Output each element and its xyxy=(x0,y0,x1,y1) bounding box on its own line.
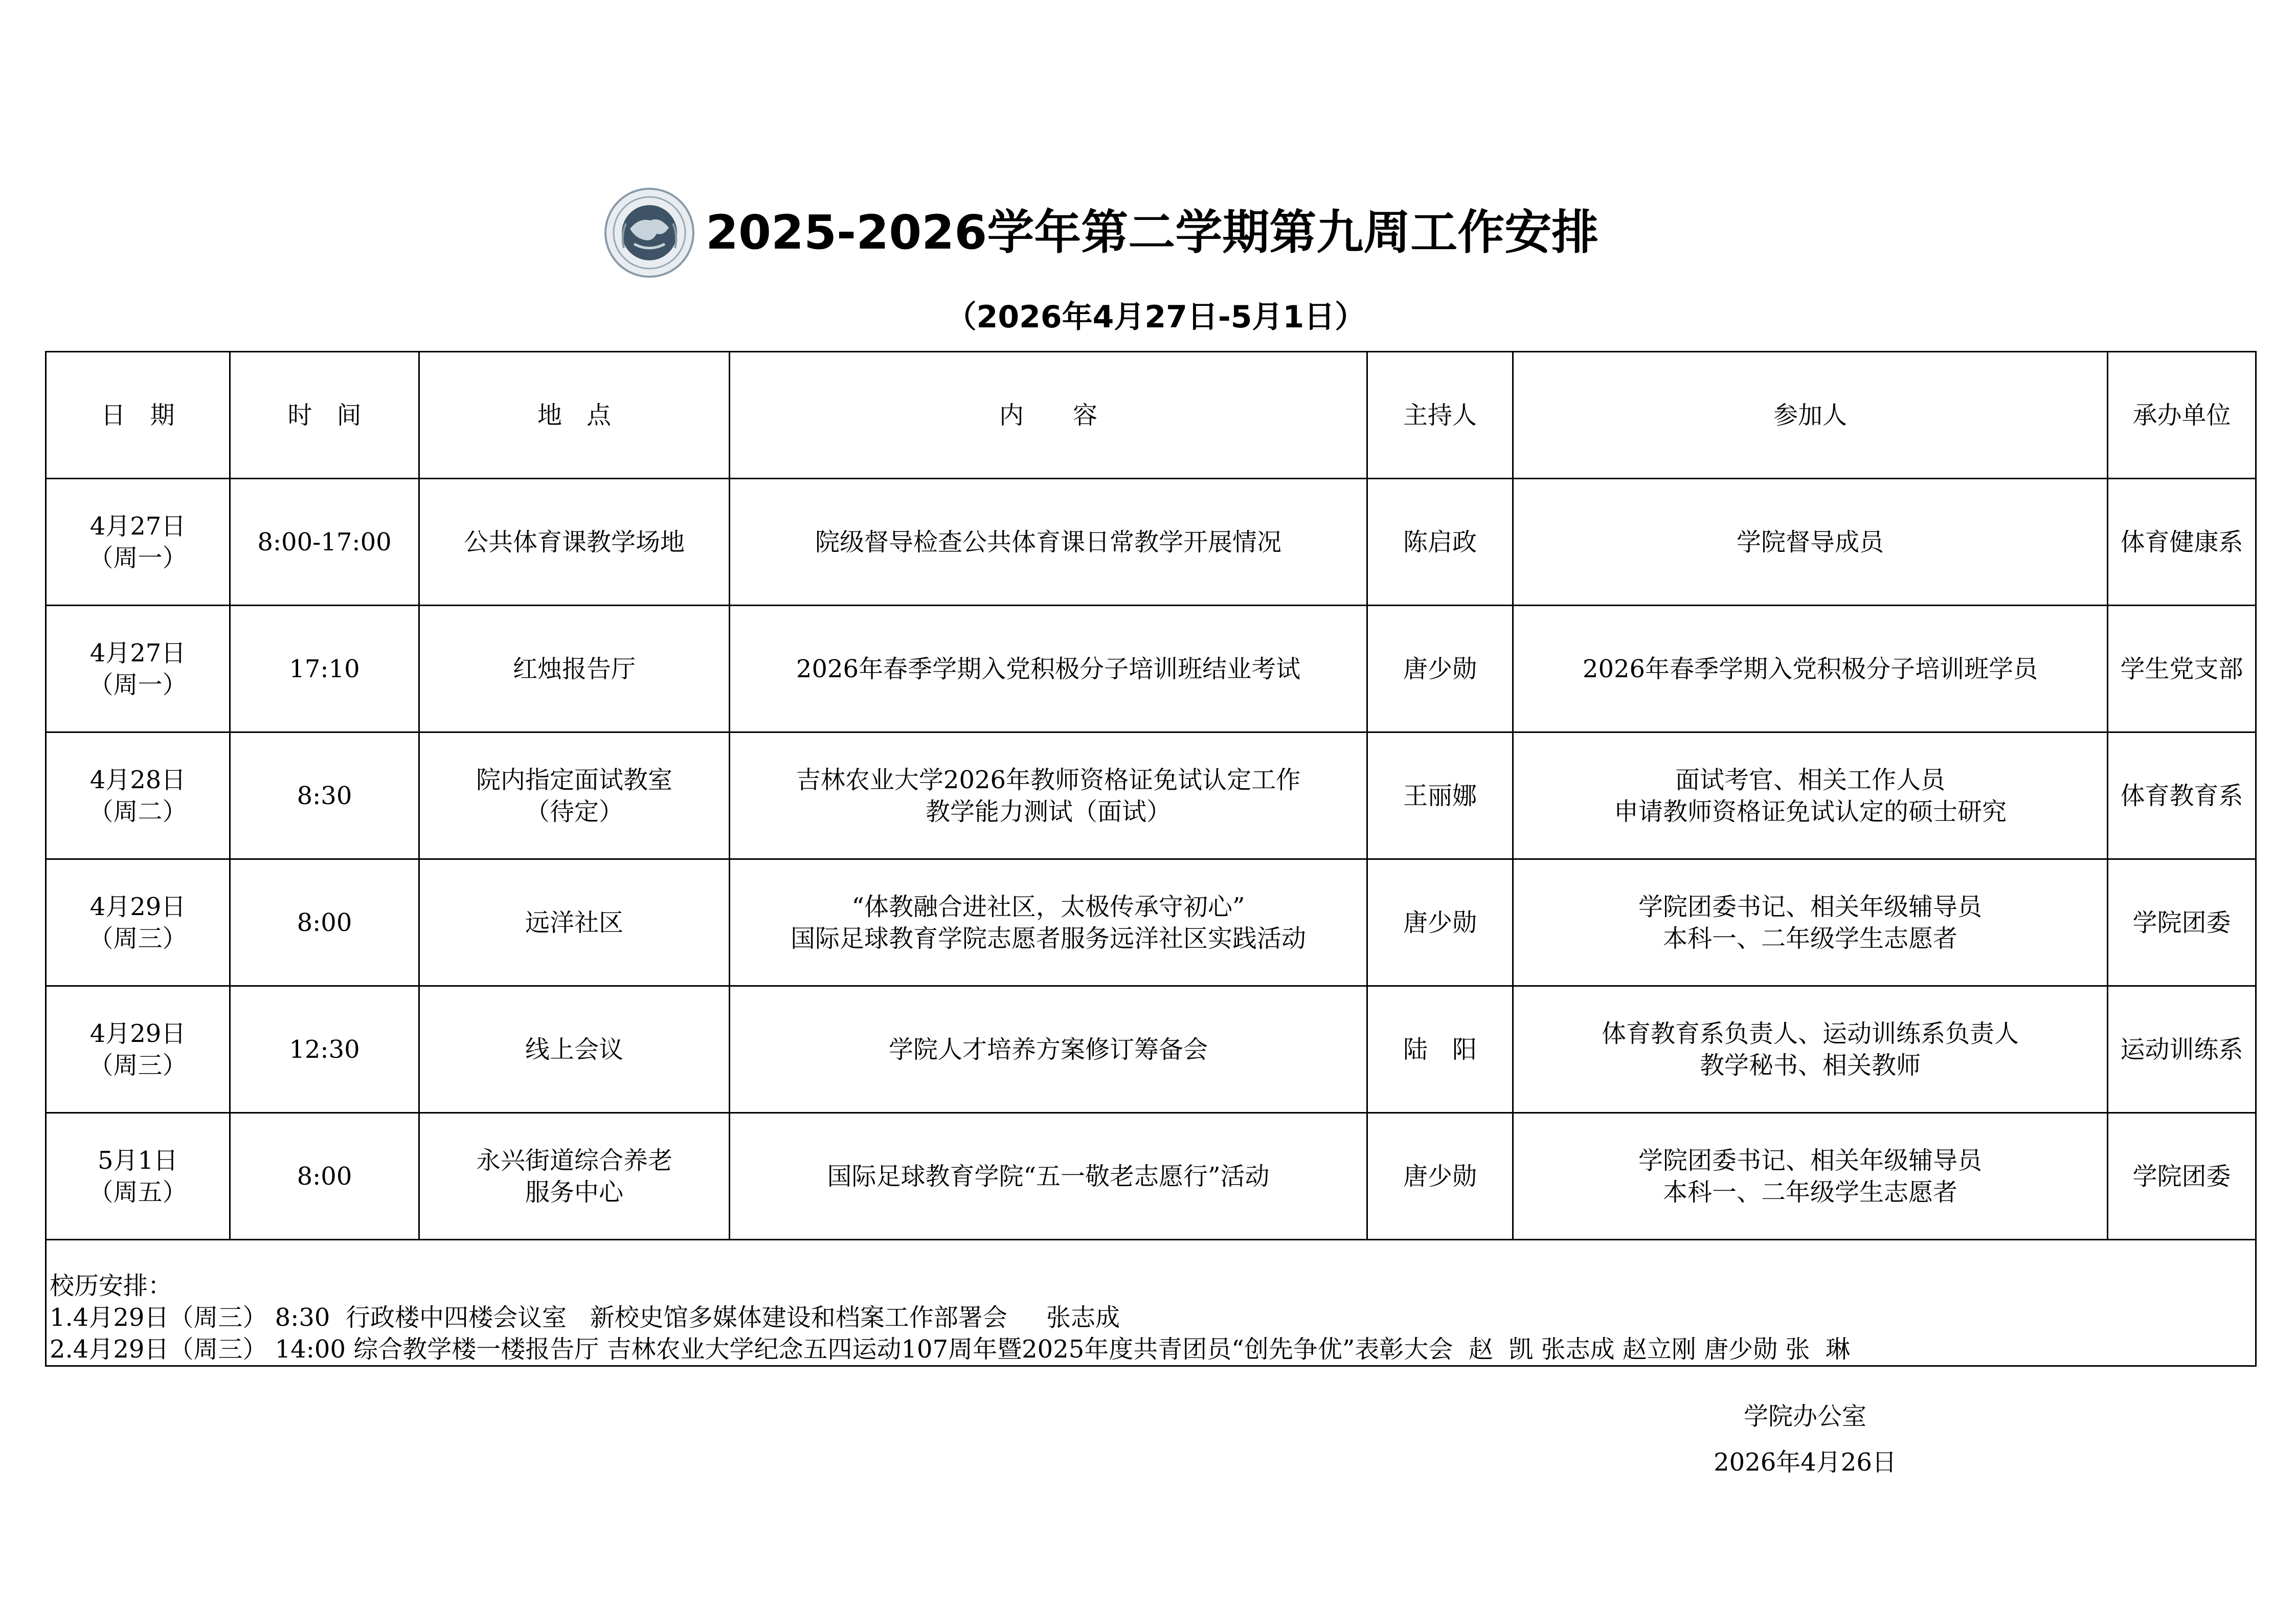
cell-attendees: 2026年春季学期入党积极分子培训班学员 xyxy=(1513,606,2108,732)
cell-time: 8:30 xyxy=(230,732,419,859)
table-row xyxy=(46,986,2256,1113)
cell-place: 红烛报告厅 xyxy=(419,606,730,732)
cell-date: 4月29日 （周三） xyxy=(46,986,230,1113)
cell-host: 唐少勋 xyxy=(1367,1113,1513,1240)
cell-attendees: 学院团委书记、相关年级辅导员 本科一、二年级学生志愿者 xyxy=(1513,859,2108,986)
table-row xyxy=(46,732,2256,859)
cell-organizer: 运动训练系 xyxy=(2108,986,2256,1113)
cell-date: 4月28日 （周二） xyxy=(46,732,230,859)
schedule-table xyxy=(45,351,2257,1367)
cell-organizer: 学院团委 xyxy=(2108,859,2256,986)
cell-attendees: 体育教育系负责人、运动训练系负责人 教学秘书、相关教师 xyxy=(1513,986,2108,1113)
col-date-header: 日 期 xyxy=(46,352,230,479)
cell-organizer: 体育健康系 xyxy=(2108,479,2256,606)
cell-content: 学院人才培养方案修订筹备会 xyxy=(730,986,1367,1113)
cell-content: 院级督导检查公共体育课日常教学开展情况 xyxy=(730,479,1367,606)
notes-line: 2.4月29日（周三） 14:00 综合教学楼一楼报告厅 吉林农业大学纪念五四运动107周年暨2025年度共青团员“创先争优”表彰大会 赵 凯 张志成 赵立刚 唐少勋 张 琳 xyxy=(50,1335,1850,1364)
cell-host: 陆 阳 xyxy=(1367,986,1513,1113)
notes-heading: 校历安排： xyxy=(50,1272,173,1300)
cell-date: 4月29日 （周三） xyxy=(46,859,230,986)
table-row xyxy=(46,479,2256,606)
notes-line: 1.4月29日（周三） 8:30 行政楼中四楼会议室 新校史馆多媒体建设和档案工作部署会 张志成 xyxy=(50,1303,1120,1332)
table-row xyxy=(46,859,2256,986)
cell-organizer: 学院团委 xyxy=(2108,1113,2256,1240)
page-title: 2025-2026学年第二学期第九周工作安排 xyxy=(706,205,1599,260)
cell-host: 唐少勋 xyxy=(1367,606,1513,732)
issue-date: 2026年4月26日 xyxy=(1714,1448,1897,1477)
cell-content: 2026年春季学期入党积极分子培训班结业考试 xyxy=(730,606,1367,732)
calendar-notes-row xyxy=(46,1240,2256,1366)
col-place-header: 地 点 xyxy=(419,352,730,479)
cell-attendees: 面试考官、相关工作人员 申请教师资格证免试认定的硕士研究 xyxy=(1513,732,2108,859)
col-attendees-header: 参加人 xyxy=(1513,352,2108,479)
table-row xyxy=(46,606,2256,732)
table-row xyxy=(46,1113,2256,1240)
cell-host: 陈启政 xyxy=(1367,479,1513,606)
cell-time: 8:00 xyxy=(230,859,419,986)
cell-host: 唐少勋 xyxy=(1367,859,1513,986)
calendar-notes xyxy=(46,1240,2256,1366)
cell-date: 5月1日 （周五） xyxy=(46,1113,230,1240)
cell-host: 王丽娜 xyxy=(1367,732,1513,859)
cell-content: 国际足球教育学院“五一敬老志愿行”活动 xyxy=(730,1113,1367,1240)
cell-content: 吉林农业大学2026年教师资格证免试认定工作 教学能力测试（面试） xyxy=(730,732,1367,859)
cell-attendees: 学院督导成员 xyxy=(1513,479,2108,606)
cell-date: 4月27日 （周一） xyxy=(46,606,230,732)
issuing-office: 学院办公室 xyxy=(1743,1402,1866,1431)
cell-place: 永兴街道综合养老 服务中心 xyxy=(419,1113,730,1240)
col-host-header: 主持人 xyxy=(1367,352,1513,479)
cell-place: 远洋社区 xyxy=(419,859,730,986)
university-seal-icon xyxy=(603,187,695,279)
cell-place: 公共体育课教学场地 xyxy=(419,479,730,606)
cell-place: 院内指定面试教室 （待定） xyxy=(419,732,730,859)
cell-organizer: 体育教育系 xyxy=(2108,732,2256,859)
table-header-row xyxy=(46,352,2256,479)
cell-time: 8:00 xyxy=(230,1113,419,1240)
cell-time: 17:10 xyxy=(230,606,419,732)
col-organizer-header: 承办单位 xyxy=(2108,352,2256,479)
col-time-header: 时 间 xyxy=(230,352,419,479)
cell-time: 8:00-17:00 xyxy=(230,479,419,606)
cell-organizer: 学生党支部 xyxy=(2108,606,2256,732)
cell-attendees: 学院团委书记、相关年级辅导员 本科一、二年级学生志愿者 xyxy=(1513,1113,2108,1240)
cell-date: 4月27日 （周一） xyxy=(46,479,230,606)
cell-time: 12:30 xyxy=(230,986,419,1113)
date-range: （2026年4月27日-5月1日） xyxy=(946,299,1366,335)
col-content-header: 内 容 xyxy=(730,352,1367,479)
cell-content: “体教融合进社区，太极传承守初心” 国际足球教育学院志愿者服务远洋社区实践活动 xyxy=(730,859,1367,986)
cell-place: 线上会议 xyxy=(419,986,730,1113)
